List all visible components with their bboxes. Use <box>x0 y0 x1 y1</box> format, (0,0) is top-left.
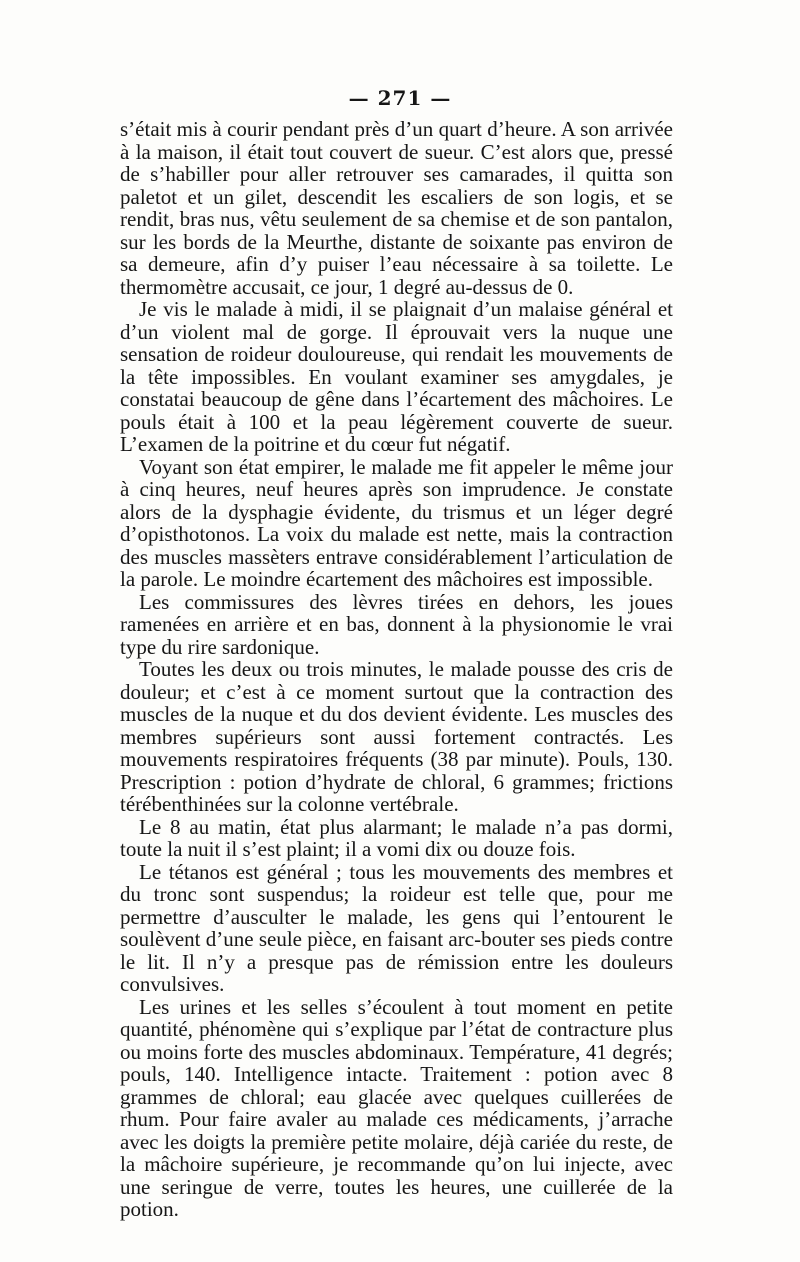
body-text <box>120 118 673 1221</box>
paragraph: Le tétanos est général ; tous les mouvements des membres et du tronc sont suspendus; la roideur est telle que, pour me permettre d’ausculter le malade, les gens qui l’entourent le soulèvent d’une seule pièce, en faisant arc-bouter ses pieds contre le lit. Il n’y a presque pas de rémission entre les douleurs convulsives. <box>120 859 673 996</box>
paragraph: Je vis le malade à midi, il se plaignait d’un malaise général et d’un violent mal de gorge. Il éprouvait vers la nuque une sensation de roideur douloureuse, qui rendait les mouvements de la tête impossibles. En voulant examiner ses amygdales, je constatai beaucoup de gêne dans l’écartement des mâchoires. Le pouls était à 100 et la peau légèrement couverte de sueur. L’examen de la poitrine et du cœur fut négatif. <box>120 297 673 456</box>
paragraph: Les urines et les selles s’écoulent à tout moment en petite quantité, phénomène qui s’explique par l’état de contracture plus ou moins forte des muscles abdominaux. Température, 41 degrés; pouls, 140. Intelligence intacte. Traitement : potion avec 8 grammes de chloral; eau glacée avec quelques cuillerées de rhum. Pour faire avaler au malade ces médicaments, j’arrache avec les doigts la première petite molaire, déjà cariée du reste, de la mâchoire supérieure, je recommande qu’on lui injecte, avec une seringue de verre, toutes les heures, une cuillerée de la potion. <box>120 994 673 1221</box>
paragraph: s’était mis à courir pendant près d’un quart d’heure. A son arrivée à la maison, il était tout couvert de sueur. C’est alors que, pressé de s’habiller pour aller retrouver ses camarades, il quitta son paletot et un gilet, descendit les escaliers de son logis, et se rendit, bras nus, vêtu seulement de sa chemise et de son pantalon, sur les bords de la Meurthe, distante de soixante pas environ de sa demeure, afin d’y puiser l’eau nécessaire à sa toilette. Le thermomètre accusait, ce jour, 1 degré au-dessus de 0. <box>120 117 673 299</box>
paragraph: Voyant son état empirer, le malade me fit appeler le même jour à cinq heures, neuf heures après son imprudence. Je constate alors de la dysphagie évidente, du trismus et un léger degré d’opisthotonos. La voix du malade est nette, mais la contraction des muscles massèters entrave considérablement l’articulation de la parole. Le moindre écartement des mâchoires est impossible. <box>120 454 673 591</box>
page-number: — 271 — <box>348 86 452 110</box>
paragraph: Le 8 au matin, état plus alarmant; le malade n’a pas dormi, toute la nuit il s’est plaint; il a vomi dix ou douze fois. <box>120 814 673 861</box>
paragraph: Les commissures des lèvres tirées en dehors, les joues ramenées en arrière et en bas, donnent à la physionomie le vrai type du rire sardonique. <box>120 589 673 659</box>
paragraph: Toutes les deux ou trois minutes, le malade pousse des cris de douleur; et c’est à ce moment surtout que la contraction des muscles de la nuque et du dos devient évidente. Les muscles des membres supérieurs sont aussi fortement contractés. Les mouvements respiratoires fréquents (38 par minute). Pouls, 130. Prescription : potion d’hydrate de chloral, 6 grammes; frictions térébenthinées sur la colonne vertébrale. <box>120 657 673 816</box>
